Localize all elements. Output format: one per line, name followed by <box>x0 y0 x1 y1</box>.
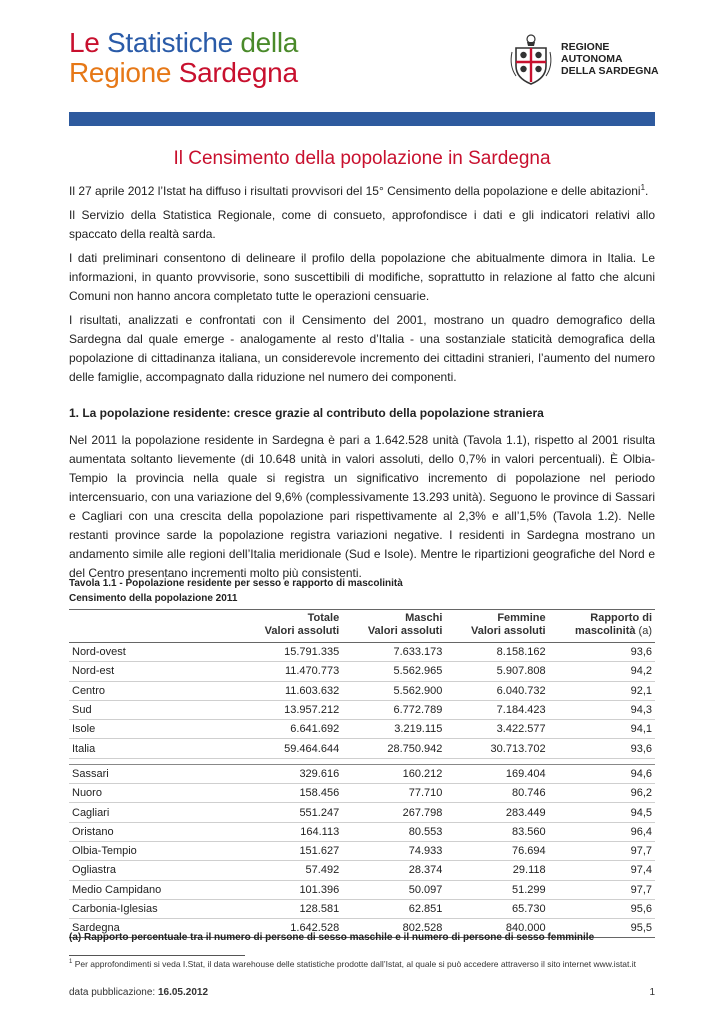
page-footer <box>69 987 655 998</box>
cell-maschi: 80.553 <box>342 822 445 841</box>
cell-totale: 101.396 <box>239 880 342 899</box>
cell-maschi: 5.562.965 <box>342 662 445 681</box>
document-title: Il Censimento della popolazione in Sardegna <box>173 148 551 169</box>
header-totale-line-1: Totale <box>307 612 340 624</box>
cell-femmine: 283.449 <box>445 803 548 822</box>
region-name-line-3: DELLA SARDEGNA <box>561 65 659 77</box>
table-caption-title: Tavola 1.1 - Popolazione residente per sesso e rapporto di mascolinità <box>69 578 403 589</box>
cell-totale: 158.456 <box>239 784 342 803</box>
table-row <box>69 841 655 860</box>
table-note: (a) Rapporto percentuale tra il numero di persone di sesso maschile e il numero di persone di sesso femminile <box>69 932 595 943</box>
header-rapporto <box>549 610 655 643</box>
header-totale-line-2: Valori assoluti <box>264 625 340 637</box>
brand-word-della: della <box>240 27 299 58</box>
table-row <box>69 764 655 783</box>
cell-maschi: 50.097 <box>342 880 445 899</box>
cell-totale: 13.957.212 <box>239 700 342 719</box>
cell-femmine: 840.000 <box>445 919 548 938</box>
cell-rapporto: 96,4 <box>549 822 655 841</box>
cell-area: Centro <box>69 681 239 700</box>
publication-date-value: 16.05.2012 <box>157 987 209 998</box>
cell-maschi: 7.633.173 <box>342 643 445 662</box>
cell-maschi: 28.750.942 <box>342 739 445 758</box>
cell-area: Nuoro <box>69 784 239 803</box>
cell-maschi: 6.772.789 <box>342 700 445 719</box>
cell-totale: 329.616 <box>239 764 342 783</box>
cell-area: Italia <box>69 739 239 758</box>
footnote-divider <box>69 955 245 956</box>
publication-brand <box>69 28 298 88</box>
cell-rapporto: 95,6 <box>549 899 655 918</box>
table-caption-subtitle: Censimento della popolazione 2011 <box>69 593 238 604</box>
cell-area: Nord-est <box>69 662 239 681</box>
table-row <box>69 662 655 681</box>
cell-maschi: 5.562.900 <box>342 681 445 700</box>
footnote-number: 1 <box>69 959 73 966</box>
cell-totale: 11.470.773 <box>239 662 342 681</box>
header-rapporto-note: (a) <box>638 625 652 637</box>
footnote-reference[interactable]: 1 <box>640 183 646 192</box>
header-rapporto-line-2 <box>552 625 652 638</box>
footnote-text: Per approfondimenti si veda I.Stat, il data warehouse delle statistiche prodotte dall’Istat, al quale si può accedere attraverso il sito internet www.istat.it <box>72 959 637 969</box>
cell-maschi: 77.710 <box>342 784 445 803</box>
brand-line-1 <box>69 28 298 58</box>
cell-totale: 1.642.528 <box>239 919 342 938</box>
footnote <box>69 959 636 969</box>
brand-word-le: Le <box>69 27 100 58</box>
publication-date-label: data pubblicazione: <box>69 987 158 998</box>
cell-femmine: 51.299 <box>445 880 548 899</box>
table-body <box>69 643 655 938</box>
cell-femmine: 76.694 <box>445 841 548 860</box>
cell-area: Sardegna <box>69 919 239 938</box>
cell-area: Sassari <box>69 764 239 783</box>
header-rapporto-label: mascolinità <box>574 625 636 637</box>
cell-area: Sud <box>69 700 239 719</box>
region-name-line-2: AUTONOMA <box>561 53 623 65</box>
paragraph-section-1: Nel 2011 la popolazione residente in Sardegna è pari a 1.642.528 unità (Tavola 1.1), rispetto al 2001 risulta aumentata soltanto lievemente (di 10.648 unità in valori assoluti, dello 0,7% in valori percentuali). È Olbia-Tempio la provincia nella quale si registra un significativo incremento di popolazione nel periodo intercensuario, con una variazione del 9,6% (complessivamente 13.293 unità). Seguono le province di Sassari e Cagliari con una crescita della popolazione pari rispettivamente al 2,3% e all’1,5% (Tavola 1.2). Nelle restanti province sarde la popolazione registra variazioni negative. I residenti in Sardegna mostrano un andamento simile alle regioni dell’Italia meridionale (Sud e Isole). Mentre le ripartizioni geografiche del Nord e del Centro presentano incrementi molto più consistenti. <box>69 433 655 580</box>
cell-totale: 15.791.335 <box>239 643 342 662</box>
table-row <box>69 880 655 899</box>
cell-rapporto: 94,6 <box>549 764 655 783</box>
cell-femmine: 6.040.732 <box>445 681 548 700</box>
cell-totale: 128.581 <box>239 899 342 918</box>
header-totale <box>239 610 342 643</box>
cell-rapporto: 94,5 <box>549 803 655 822</box>
header-bar <box>69 112 655 126</box>
cell-area: Cagliari <box>69 803 239 822</box>
cell-femmine: 5.907.808 <box>445 662 548 681</box>
cell-femmine: 29.118 <box>445 861 548 880</box>
cell-maschi: 62.851 <box>342 899 445 918</box>
cell-femmine: 83.560 <box>445 822 548 841</box>
header-femmine-line-2: Valori assoluti <box>471 625 546 637</box>
section-heading: 1. La popolazione residente: cresce grazie al contributo della popolazione straniera <box>69 406 544 420</box>
cell-rapporto: 94,3 <box>549 700 655 719</box>
cell-femmine: 3.422.577 <box>445 720 548 739</box>
region-name <box>561 41 659 77</box>
cell-rapporto: 95,5 <box>549 919 655 938</box>
publication-date <box>69 987 208 998</box>
paragraph-preliminary: I dati preliminari consentono di delineare il profilo della popolazione che abitualmente dimora in Italia. Le informazioni, in quanto provvisorie, sono suscettibili di modifiche, soprattutto in relazione al fatto che alcuni Comuni non hanno ancora completato tutte le operazioni censuarie. <box>69 251 655 303</box>
cell-area: Isole <box>69 720 239 739</box>
regional-coat-of-arms-icon <box>508 32 554 86</box>
cell-femmine: 30.713.702 <box>445 739 548 758</box>
table-header-row <box>69 610 655 643</box>
paragraph-intro <box>69 182 655 201</box>
header-maschi-line-1: Maschi <box>405 612 443 624</box>
table-row <box>69 822 655 841</box>
cell-totale: 59.464.644 <box>239 739 342 758</box>
cell-area: Nord-ovest <box>69 643 239 662</box>
region-logo <box>508 32 659 86</box>
cell-rapporto: 94,1 <box>549 720 655 739</box>
cell-rapporto: 93,6 <box>549 739 655 758</box>
population-table <box>69 609 655 938</box>
cell-maschi: 28.374 <box>342 861 445 880</box>
cell-maschi: 267.798 <box>342 803 445 822</box>
cell-totale: 6.641.692 <box>239 720 342 739</box>
cell-area: Oristano <box>69 822 239 841</box>
brand-word-statistiche: Statistiche <box>107 27 233 58</box>
header-maschi-line-2: Valori assoluti <box>367 625 443 637</box>
header-femmine <box>445 610 548 643</box>
table-row <box>69 784 655 803</box>
cell-rapporto: 92,1 <box>549 681 655 700</box>
header-maschi <box>342 610 445 643</box>
header-area <box>69 610 239 643</box>
paragraph-results: I risultati, analizzati e confrontati con il Censimento del 2001, mostrano un quadro demografico della Sardegna dal quale emerge - analogamente al resto d’Italia - una sostanziale staticità demografica della popolazione di cittadinanza italiana, un considerevole incremento dei cittadini stranieri, l’aumento del numero delle famiglie, accompagnato dalla riduzione nel numero dei componenti. <box>69 313 655 384</box>
paragraph-service: Il Servizio della Statistica Regionale, come di consueto, approfondisce i dati e gli indicatori relativi allo spaccato della realtà sarda. <box>69 208 655 241</box>
cell-maschi: 3.219.115 <box>342 720 445 739</box>
table-row <box>69 700 655 719</box>
cell-maschi: 74.933 <box>342 841 445 860</box>
table-row <box>69 861 655 880</box>
cell-area: Carbonia-Iglesias <box>69 899 239 918</box>
header-femmine-line-1: Femmine <box>497 612 546 624</box>
paragraph-intro-end: . <box>645 184 649 198</box>
table-caption <box>69 576 403 606</box>
cell-femmine: 80.746 <box>445 784 548 803</box>
cell-totale: 551.247 <box>239 803 342 822</box>
header-rapporto-line-1: Rapporto di <box>590 612 652 624</box>
cell-totale: 164.113 <box>239 822 342 841</box>
brand-line-2 <box>69 58 298 88</box>
cell-rapporto: 97,7 <box>549 880 655 899</box>
cell-femmine: 8.158.162 <box>445 643 548 662</box>
table-row <box>69 643 655 662</box>
region-name-line-1: REGIONE <box>561 41 610 53</box>
brand-word-sardegna: Sardegna <box>178 57 298 88</box>
cell-rapporto: 93,6 <box>549 643 655 662</box>
document-body <box>69 182 655 588</box>
table-row <box>69 803 655 822</box>
cell-area: Olbia-Tempio <box>69 841 239 860</box>
cell-area: Ogliastra <box>69 861 239 880</box>
cell-maschi: 160.212 <box>342 764 445 783</box>
cell-area: Medio Campidano <box>69 880 239 899</box>
paragraph-intro-text: Il 27 aprile 2012 l’Istat ha diffuso i risultati provvisori del 15° Censimento della popolazione e delle abitazioni <box>69 184 641 198</box>
cell-totale: 151.627 <box>239 841 342 860</box>
brand-word-regione: Regione <box>69 57 172 88</box>
cell-femmine: 65.730 <box>445 899 548 918</box>
cell-totale: 57.492 <box>239 861 342 880</box>
cell-rapporto: 97,7 <box>549 841 655 860</box>
cell-rapporto: 96,2 <box>549 784 655 803</box>
cell-rapporto: 97,4 <box>549 861 655 880</box>
cell-rapporto: 94,2 <box>549 662 655 681</box>
table-row <box>69 899 655 918</box>
cell-maschi: 802.528 <box>342 919 445 938</box>
cell-totale: 11.603.632 <box>239 681 342 700</box>
table-row <box>69 720 655 739</box>
page-number: 1 <box>649 987 655 998</box>
cell-femmine: 7.184.423 <box>445 700 548 719</box>
table-row <box>69 681 655 700</box>
cell-femmine: 169.404 <box>445 764 548 783</box>
table-row <box>69 739 655 758</box>
